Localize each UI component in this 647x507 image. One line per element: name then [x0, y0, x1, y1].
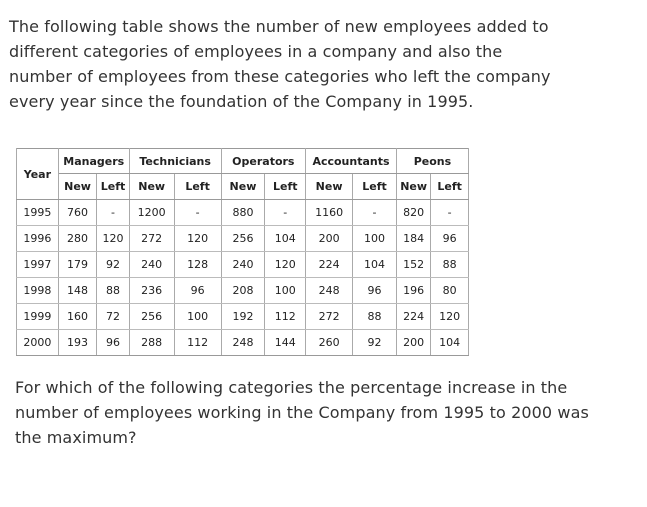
table-cell: 100	[265, 278, 306, 304]
table-row	[17, 226, 469, 252]
table-cell: 236	[129, 278, 174, 304]
table-row	[17, 278, 469, 304]
table-cell: 208	[221, 278, 265, 304]
question-paragraph: For which of the following categories the percentage increase in the number of employees working in the Company from 1995 to 2000 was the maximum?	[15, 378, 589, 447]
table-cell: 112	[174, 330, 221, 356]
category-operators: Operators	[221, 149, 306, 174]
table-cell: 96	[174, 278, 221, 304]
subheader-left: Left	[174, 174, 221, 200]
table-cell: 120	[174, 226, 221, 252]
table-cell: 104	[431, 330, 469, 356]
table-cell: 272	[129, 226, 174, 252]
table-cell: 152	[396, 252, 430, 278]
subheader-new: New	[221, 174, 265, 200]
table-cell: 1200	[129, 200, 174, 226]
table-cell: -	[431, 200, 469, 226]
table-cell: -	[265, 200, 306, 226]
table-cell: 100	[353, 226, 397, 252]
employees-table	[16, 148, 469, 356]
table-cell: 200	[396, 330, 430, 356]
table-cell: 280	[58, 226, 97, 252]
table-cell: -	[174, 200, 221, 226]
table-cell: 120	[97, 226, 129, 252]
table-cell: -	[97, 200, 129, 226]
table-cell: 128	[174, 252, 221, 278]
table-cell: 880	[221, 200, 265, 226]
subheader-left: Left	[97, 174, 129, 200]
table-cell: 196	[396, 278, 430, 304]
year-cell: 1996	[17, 226, 59, 252]
table-cell: -	[353, 200, 397, 226]
year-cell: 1999	[17, 304, 59, 330]
table-cell: 92	[97, 252, 129, 278]
year-header-label: Year	[23, 167, 51, 181]
subheader-new: New	[396, 174, 430, 200]
subheader-row	[17, 174, 469, 200]
table-cell: 240	[221, 252, 265, 278]
table-cell: 193	[58, 330, 97, 356]
table-cell: 88	[353, 304, 397, 330]
table-cell: 240	[129, 252, 174, 278]
subheader-new: New	[58, 174, 97, 200]
year-cell: 2000	[17, 330, 59, 356]
year-header-cell	[17, 149, 59, 200]
intro-paragraph: The following table shows the number of new employees added to different categories of employees in a company and also the number of employees from these categories who left the company every year since the foundation of the Company in 1995.	[9, 17, 551, 111]
table-cell: 120	[265, 252, 306, 278]
table-cell: 72	[97, 304, 129, 330]
category-header-row	[17, 149, 469, 174]
table-cell: 260	[306, 330, 353, 356]
year-cell: 1997	[17, 252, 59, 278]
table-cell: 184	[396, 226, 430, 252]
table-row	[17, 330, 469, 356]
subheader-new: New	[306, 174, 353, 200]
table-cell: 112	[265, 304, 306, 330]
table-cell: 92	[353, 330, 397, 356]
table-cell: 760	[58, 200, 97, 226]
category-managers: Managers	[58, 149, 129, 174]
table-cell: 224	[306, 252, 353, 278]
table-cell: 96	[97, 330, 129, 356]
table-cell: 88	[97, 278, 129, 304]
subheader-left: Left	[265, 174, 306, 200]
table-cell: 120	[431, 304, 469, 330]
year-cell: 1995	[17, 200, 59, 226]
table-cell: 148	[58, 278, 97, 304]
table-row	[17, 200, 469, 226]
table-cell: 1160	[306, 200, 353, 226]
table-cell: 179	[58, 252, 97, 278]
category-peons: Peons	[396, 149, 468, 174]
table-cell: 96	[353, 278, 397, 304]
category-accountants: Accountants	[306, 149, 397, 174]
table-cell: 160	[58, 304, 97, 330]
table-cell: 144	[265, 330, 306, 356]
table-row	[17, 304, 469, 330]
table-cell: 248	[221, 330, 265, 356]
table-cell: 88	[431, 252, 469, 278]
table-cell: 288	[129, 330, 174, 356]
table-cell: 200	[306, 226, 353, 252]
table-cell: 248	[306, 278, 353, 304]
subheader-left: Left	[353, 174, 397, 200]
table-cell: 272	[306, 304, 353, 330]
table-cell: 80	[431, 278, 469, 304]
category-technicians: Technicians	[129, 149, 221, 174]
subheader-left: Left	[431, 174, 469, 200]
year-cell: 1998	[17, 278, 59, 304]
table-cell: 100	[174, 304, 221, 330]
table-cell: 104	[265, 226, 306, 252]
subheader-new: New	[129, 174, 174, 200]
table-cell: 224	[396, 304, 430, 330]
table-cell: 256	[221, 226, 265, 252]
table-row	[17, 252, 469, 278]
table-cell: 96	[431, 226, 469, 252]
table-cell: 256	[129, 304, 174, 330]
table-cell: 192	[221, 304, 265, 330]
table-cell: 820	[396, 200, 430, 226]
table-cell: 104	[353, 252, 397, 278]
